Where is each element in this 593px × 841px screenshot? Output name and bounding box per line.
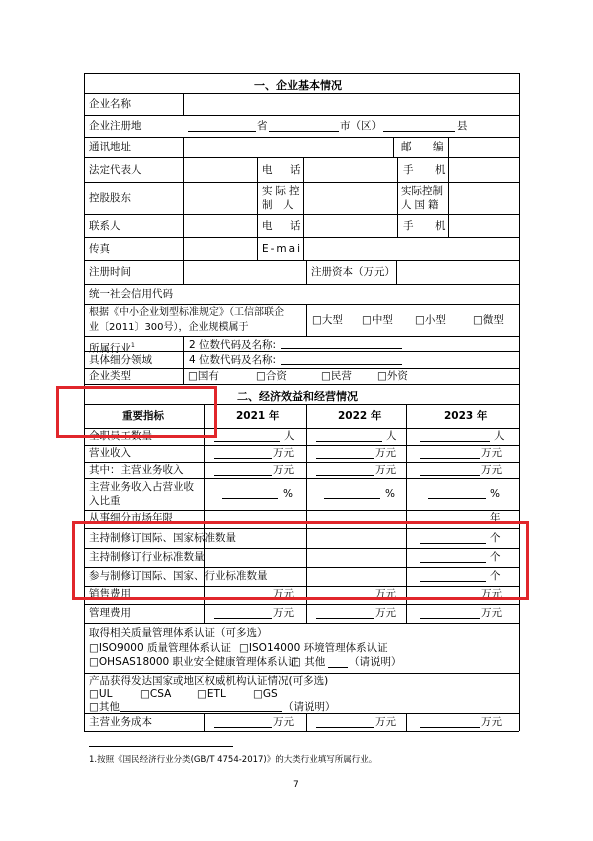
row-label-main-revenue: 其中：主营业务收入 [89,464,184,476]
footnote: 1.按照《国民经济行业分类(GB/T 4754-2017)》的大类行业填写所属行业。 [89,755,378,765]
unit-market-years: 年 [490,512,501,524]
label-legal-rep: 法定代表人 [89,164,142,176]
label-address: 通讯地址 [89,141,131,153]
type-option-state[interactable]: □国有 [188,370,219,382]
label-mobile-b2: 机 [435,220,446,232]
label-contact: 联系人 [89,220,121,232]
scale-option-micro[interactable]: □微型 [473,314,504,326]
label-county: 县 [457,120,468,132]
auth-csa[interactable]: □CSA [140,688,172,700]
table-header-year-2023: 2023 年 [444,410,488,422]
unit-admin-cost-2022: 万元 [375,607,396,619]
unit-revenue-2022: 万元 [375,447,396,459]
cert-other[interactable]: □ 其他 [291,656,326,668]
unit-main-cost-2021: 万元 [273,716,294,728]
row-label-industry-std: 主持制修订行业标准数量 [89,551,205,563]
unit-industry-std: 个 [490,551,501,563]
label-company-name: 企业名称 [89,98,131,110]
auth-ul[interactable]: □UL [89,688,113,700]
label-phone-b: 话 [290,164,301,176]
label-mobile-a2: 手 [403,220,414,232]
auth-gs[interactable]: □GS [253,688,278,700]
label-controller-1: 实际控 [262,185,303,197]
label-reg-place: 企业注册地 [89,120,142,132]
type-option-private[interactable]: □民营 [321,370,352,382]
table-header-indicator: 重要指标 [122,410,164,422]
unit-intl-std: 个 [490,532,501,544]
scale-option-small[interactable]: □小型 [415,314,446,326]
label-city: 市（区） [340,120,382,132]
row-label-employees: 全职员工数量 [89,430,152,442]
cert-iso9000[interactable]: □ISO9000 质量管理体系认证 [89,642,232,654]
label-scale-2: 业〔2011〕300号），企业规模属于 [89,322,249,333]
label-controller-nat-1: 实际控制 [401,185,443,197]
row-label-participate-std: 参与制修订国际、国家、行业标准数量 [89,570,268,582]
unit-admin-cost-2023: 万元 [481,607,502,619]
section2-title: 二、经济效益和经营情况 [237,390,358,403]
cert-other-note: （请说明） [349,656,402,668]
row-label-sales-cost: 销售费用 [89,588,131,600]
page-number: 7 [293,780,299,790]
red-highlight-header [56,386,217,438]
unit-main-cost-2023: 万元 [481,716,502,728]
city-line[interactable] [269,131,339,132]
label-credit-code: 统一社会信用代码 [89,288,173,300]
unit-main-revenue-2022: 万元 [375,464,396,476]
scale-option-large[interactable]: □大型 [312,314,343,326]
label-mobile-a: 手 [403,164,414,176]
label-phone-a2: 电 [262,220,273,232]
unit-ratio-2022: % [385,488,395,500]
province-line[interactable] [188,131,256,132]
label-controller-2: 制 人 [262,199,294,211]
label-controller-nat-2: 人国籍 [401,199,442,211]
auth-title: 产品获得发达国家或地区权威机构认证情况(可多选) [89,675,329,687]
label-industry-code: 2 位数代码及名称: [189,339,277,351]
label-phone-a: 电 [262,164,273,176]
unit-sales-cost-2021: 万元 [273,588,294,600]
scale-option-medium[interactable]: □中型 [362,314,393,326]
row-label-market-years: 从事细分市场年限 [89,512,173,524]
row-label-intl-std: 主持制修订国际、国家标准数量 [89,532,236,544]
footnote-rule [89,746,233,747]
label-industry: 所属行业$^1$ [89,342,135,355]
unit-admin-cost-2021: 万元 [273,607,294,619]
label-mobile-b: 机 [435,164,446,176]
unit-main-revenue-2021: 万元 [273,464,294,476]
auth-other[interactable]: □其他 [89,701,120,713]
cert-other-line[interactable] [328,667,348,668]
unit-main-revenue-2023: 万元 [481,464,502,476]
table-header-year-2022: 2022 年 [338,410,382,422]
type-option-foreign[interactable]: □外资 [377,370,408,382]
auth-other-line[interactable] [120,711,282,712]
unit-main-cost-2022: 万元 [375,716,396,728]
unit-employees-2023: 人 [494,430,505,442]
label-reg-capital: 注册资本（万元） [311,266,395,278]
label-subfield: 具体细分领域 [89,354,152,366]
label-fax: 传真 [89,243,110,255]
cert-title: 取得相关质量管理体系认证（可多选） [89,627,268,639]
type-option-jv[interactable]: □合资 [256,370,287,382]
row-label-ratio-1: 主营业务收入占营业收 [89,481,194,493]
auth-etl[interactable]: □ETL [197,688,226,700]
row-label-main-cost: 主营业务成本 [89,716,152,728]
label-shareholder: 控股股东 [89,192,131,204]
label-postcode-b: 编 [433,141,444,153]
label-postcode-a: 邮 [401,141,412,153]
label-subfield-code: 4 位数代码及名称: [189,354,277,366]
subfield-code-line[interactable] [281,364,402,365]
row-label-admin-cost: 管理费用 [89,607,131,619]
county-line[interactable] [383,131,455,132]
label-phone-b2: 话 [290,220,301,232]
unit-revenue-2021: 万元 [273,447,294,459]
red-highlight-standards [72,521,529,600]
cert-iso14000[interactable]: □ISO14000 环境管理体系认证 [239,642,388,654]
unit-ratio-2021: % [283,488,293,500]
row-label-revenue: 营业收入 [89,447,131,459]
row-label-ratio-2: 入比重 [89,495,121,507]
label-email: E-mail [262,243,307,255]
unit-participate-std: 个 [490,570,501,582]
unit-ratio-2023: % [490,488,500,500]
auth-other-note: （请说明） [283,701,336,713]
unit-sales-cost-2023: 万元 [481,588,502,600]
unit-sales-cost-2022: 万元 [375,588,396,600]
section1-title: 一、企业基本情况 [254,79,342,92]
unit-revenue-2023: 万元 [481,447,502,459]
label-company-type: 企业类型 [89,370,131,382]
industry-code-line[interactable] [281,348,402,349]
unit-employees-2022: 人 [386,430,397,442]
unit-employees-2021: 人 [284,430,295,442]
label-scale-1: 根据《中小企业划型标准规定》（工信部联企 [89,307,284,318]
label-province: 省 [257,120,268,132]
table-header-year-2021: 2021 年 [236,410,280,422]
label-reg-time: 注册时间 [89,266,131,278]
cert-ohsas18000[interactable]: □OHSAS18000 职业安全健康管理体系认证 [89,656,299,668]
